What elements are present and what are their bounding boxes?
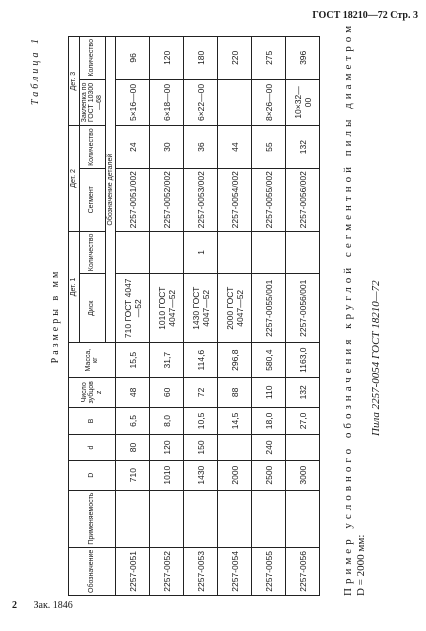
cell-D: 1430 [184,460,218,490]
col-designation: Обозначение [69,547,116,595]
cell-qty2: 24 [116,126,150,169]
cell-qty2: 132 [286,126,320,169]
cell-qty1: 1 [184,231,218,274]
cell-B: 6,5 [116,407,150,435]
cell-mass: 580,4 [252,343,286,378]
table-row [218,37,252,596]
cell-z: 88 [218,377,252,407]
order-number: Зак. 1846 [33,600,73,611]
rotated-table-area [30,21,390,596]
cell-disk: 2257-0055/001 [252,274,286,343]
cell-B: 8,0 [150,407,184,435]
col-part-designation: Обозначение деталей [105,37,116,343]
cell-code: 2257-0053 [184,547,218,595]
cell-d: 240 [252,435,286,461]
cell-code: 2257-0056 [286,547,320,595]
cell-rivet: 6×18—00 [150,79,184,126]
page-footer [12,600,73,611]
cell-segment: 2257-0051/002 [116,168,150,231]
cell-z: 72 [184,377,218,407]
col-det3: Дет. 3 [69,37,80,126]
table-title: Размеры в мм [50,268,61,364]
cell-code: 2257-0054 [218,547,252,595]
cell-code: 2257-0051 [116,547,150,595]
cell-disk: 1010 ГОСТ 4047—52 [150,274,184,343]
cell-D: 3000 [286,460,320,490]
cell-code: 2257-0055 [252,547,286,595]
cell-applicability [252,490,286,547]
cell-D: 2000 [218,460,252,490]
cell-qty3: 396 [286,37,320,80]
cell-applicability [116,490,150,547]
table-row [184,37,218,596]
cell-qty1 [218,231,252,274]
cell-qty2: 44 [218,126,252,169]
table-caption: Таблица 1 [30,36,41,105]
cell-qty1 [252,231,286,274]
col-det2: Дет. 2 [69,126,80,231]
cell-mass: 31,7 [150,343,184,378]
cell-D: 1010 [150,460,184,490]
cell-rivet: 5×16—00 [116,79,150,126]
cell-disk: 710 ГОСТ 4047—52 [116,274,150,343]
cell-qty3: 180 [184,37,218,80]
col-segment: Сегмент [79,168,105,231]
col-teeth: Число зубцов z [69,377,116,407]
col-qty1: Количество [79,231,105,274]
cell-rivet [218,79,252,126]
cell-qty3: 96 [116,37,150,80]
cell-disk: 2000 ГОСТ 4047—52 [218,274,252,343]
example-designation: Пила 2257-0054 ГОСТ 18210—72 [370,280,382,436]
col-qty2: Количество [79,126,105,169]
cell-disk: 2257-0056/001 [286,274,320,343]
cell-qty2: 55 [252,126,286,169]
cell-code: 2257-0052 [150,547,184,595]
cell-D: 710 [116,460,150,490]
cell-B: 14,5 [218,407,252,435]
cell-d: 150 [184,435,218,461]
cell-rivet: 10×32—00 [286,79,320,126]
cell-B: 18,0 [252,407,286,435]
cell-d [286,435,320,461]
page-header: ГОСТ 18210—72 Стр. 3 [312,10,418,21]
cell-qty2: 30 [150,126,184,169]
cell-z: 110 [252,377,286,407]
col-disk: Диск [79,274,105,343]
cell-B: 27,0 [286,407,320,435]
cell-mass: 1163,0 [286,343,320,378]
cell-qty1 [286,231,320,274]
table-row [150,37,184,596]
cell-qty3: 275 [252,37,286,80]
cell-mass: 15,5 [116,343,150,378]
cell-segment: 2257-0052/002 [150,168,184,231]
col-applicability: Применяемость [69,490,116,547]
col-det1: Дет. 1 [69,231,80,343]
cell-segment: 2257-0054/002 [218,168,252,231]
cell-d [218,435,252,461]
cell-B: 10,5 [184,407,218,435]
cell-applicability [218,490,252,547]
col-d: d [69,435,116,461]
cell-z: 60 [150,377,184,407]
cell-d: 80 [116,435,150,461]
col-qty3: Количество [79,37,105,80]
cell-segment: 2257-0053/002 [184,168,218,231]
cell-rivet: 6×22—00 [184,79,218,126]
col-D: D [69,460,116,490]
cell-qty1 [116,231,150,274]
cell-D: 2500 [252,460,286,490]
table-row [252,37,286,596]
cell-qty2: 36 [184,126,218,169]
cell-z: 48 [116,377,150,407]
cell-z: 132 [286,377,320,407]
page-number: 2 [12,600,17,611]
col-rivet: Заклепка по ГОСТ 10300—68 [79,79,105,126]
cell-mass: 296,8 [218,343,252,378]
table-row [286,37,320,596]
col-B: B [69,407,116,435]
cell-segment: 2257-0056/002 [286,168,320,231]
table-row [116,37,150,596]
cell-applicability [184,490,218,547]
cell-rivet: 8×26—00 [252,79,286,126]
dimensions-table [68,36,320,596]
cell-qty1 [150,231,184,274]
cell-qty3: 120 [150,37,184,80]
cell-d: 120 [150,435,184,461]
cell-disk: 1430 ГОСТ 4047—52 [184,274,218,343]
cell-qty3: 220 [218,37,252,80]
cell-applicability [286,490,320,547]
cell-segment: 2257-0055/002 [252,168,286,231]
example-diameter: D = 2000 мм: [355,534,367,596]
cell-mass: 114,6 [184,343,218,378]
example-heading: Пример условного обозначения круглой сегментной пилы диаметром [342,21,354,596]
cell-applicability [150,490,184,547]
col-mass: Масса, кг [69,343,116,378]
